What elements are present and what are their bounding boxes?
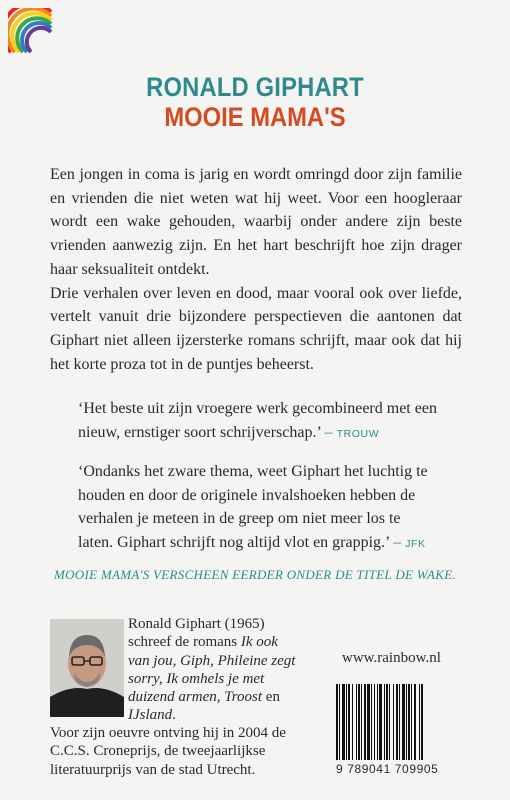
bio-novel: IJsland — [128, 707, 173, 724]
barcode-bar — [352, 684, 353, 760]
barcode-bar — [386, 684, 388, 760]
blurb — [50, 163, 462, 376]
note-text: VERSCHEEN EERDER ONDER DE TITEL — [149, 567, 396, 582]
barcode-bar — [402, 684, 405, 760]
barcode-bar — [374, 684, 375, 760]
barcode-bar — [356, 684, 357, 760]
barcode-bar — [414, 684, 416, 760]
barcode-bar — [408, 684, 410, 760]
barcode-bar — [421, 684, 423, 760]
bio-text: . — [172, 707, 176, 724]
publisher-url: www.rainbow.nl — [342, 650, 441, 666]
author-name: RONALD GIPHART — [146, 72, 364, 102]
blurb-paragraph: Drie verhalen over leven en dood, maar vooral ook over liefde, vertelt vanuit drie bijzondere perspectieven die aantonen dat Giphart niet alleen ijzersterke romans schrijft, maar ook dat hij het korte proza tot in de puntjes beheerst. — [50, 284, 462, 373]
barcode-bar — [342, 684, 345, 760]
barcode-bar — [358, 684, 360, 760]
isbn-barcode — [336, 684, 464, 760]
barcode-bar — [379, 684, 382, 760]
book-title: MOOIE MAMA'S — [164, 102, 346, 132]
barcode-bar — [361, 684, 362, 760]
barcode-bar — [399, 684, 400, 760]
quote-text: ‘Het beste uit zijn vroegere werk gecombineerd met een nieuw, ernstiger soort schrijverschap.’ — [78, 400, 437, 441]
barcode-bar — [339, 684, 340, 760]
barcode-bar — [371, 684, 372, 760]
bio-name: Ronald Giphart (1965) — [128, 616, 265, 632]
barcode-bar — [406, 684, 407, 760]
author-bio — [128, 615, 298, 725]
blurb-paragraph: Een jongen in coma is jarig en wordt omringd door zijn familie en vrienden die niet weten wat hij weet. Voor een hoogleraar wordt een wake gehouden, waarbij onder andere zijn beste vrienden aanwezig zijn. En het hart beschrijft hoe zijn drager haar seksualiteit ontdekt. — [50, 166, 462, 278]
author-photo — [50, 619, 124, 717]
barcode-bar — [419, 684, 420, 760]
barcode-bar — [389, 684, 390, 760]
barcode-bar — [393, 684, 394, 760]
barcode-bar — [411, 684, 412, 760]
note-book-title: MOOIE MAMA'S — [53, 567, 150, 582]
quote-text: ‘Ondanks het zware thema, weet Giphart het luchtig te houden en door de originele invalshoeken hebben de verhalen je meteen in de greep om niet meer los te laten. Giphart schrijft nog altijd vlot en grappig.’ — [78, 463, 428, 551]
bio-text: en — [262, 689, 280, 706]
barcode-bar — [396, 684, 398, 760]
barcode-bar — [364, 684, 366, 760]
barcode-bar — [336, 684, 338, 760]
bio-text: schreef de romans — [128, 634, 241, 651]
barcode-bar — [346, 684, 347, 760]
isbn-number: 9 789041 709905 — [336, 762, 439, 776]
review-quote: ‘Het beste uit zijn vroegere werk gecombineerd met een nieuw, ernstiger soort schrijverschap.’ – TROUW — [78, 400, 437, 441]
barcode-bar — [348, 684, 350, 760]
author-bio-continued: Voor zijn oeuvre ontving hij in 2004 de C.C.S. Croneprijs, de tweejaarlijkse literatuurprijs van de stad Utrecht. — [50, 725, 286, 778]
quote-source: TROUW — [336, 427, 380, 440]
edition-note — [0, 567, 510, 583]
review-quote: ‘Ondanks het zware thema, weet Giphart het luchtig te houden en door de originele invalshoeken hebben de verhalen je meteen in de greep om niet meer los te laten. Giphart schrijft nog altijd vlot en grappig.’ – JFK — [78, 463, 428, 551]
note-original-title: DE WAKE. — [395, 567, 457, 582]
barcode-bar — [384, 684, 385, 760]
quote-source: JFK — [405, 537, 426, 550]
bio-novels: Ik ook van jou, Giph, Phileine zegt sorry, Ik omhels je met duizend armen, Troost — [128, 634, 296, 706]
barcode-bar — [377, 684, 378, 760]
rainbow-logo-icon — [8, 8, 54, 54]
barcode-bar — [367, 684, 370, 760]
